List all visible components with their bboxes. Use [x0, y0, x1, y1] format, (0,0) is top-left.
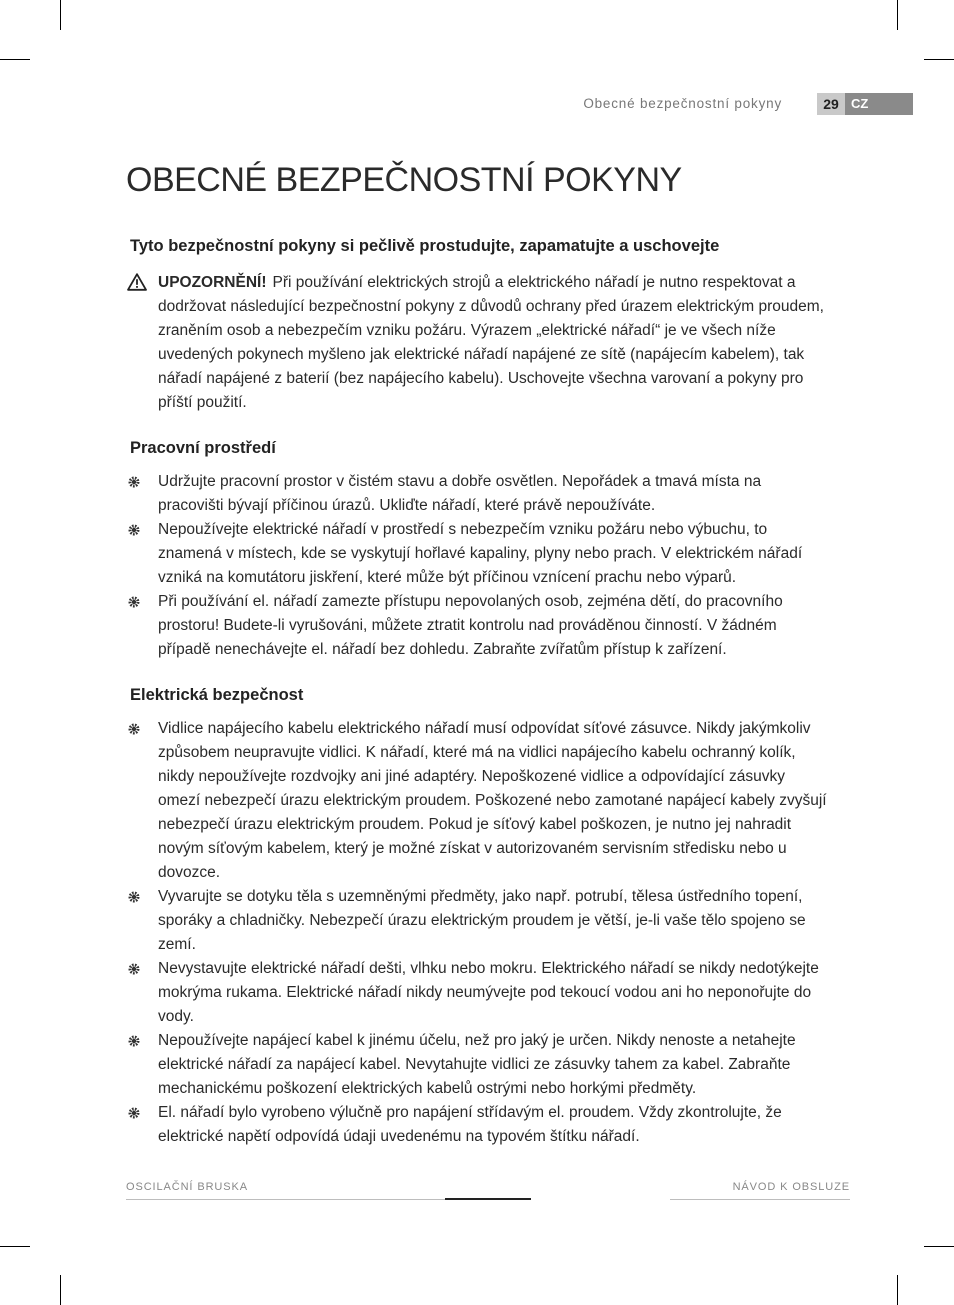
crop-mark — [0, 59, 30, 60]
page-content — [130, 237, 830, 1149]
crop-mark — [924, 1246, 954, 1247]
list-item-text: Nevystavujte elektrické nářadí dešti, vlhku nebo mokru. Elektrického nářadí se nikdy nedotýkejte mokrýma rukama. Elektrické nářadí nikdy neumývejte pod tekoucí vodou ani ho neponořujte do vody. — [158, 960, 819, 1025]
footer-divider-accent — [445, 1198, 531, 1200]
work-area-list — [130, 470, 830, 662]
warning-text: Při používání elektrických strojů a elektrického nářadí je nutno respektovat a dodržovat následující bezpečnostní pokyny z důvodů ochrany před úrazem elektrickým proudem, zraněním osob a nebezpečím vzniku požáru. Výrazem „elektrické nářadí“ je ve všech níže uvedených pokynech myšleno jak elektrické nářadí napájené ze sítě (napájecím kabelem), tak nářadí napájené z baterií (bez napájecího kabelu). Uschovejte všechna varovaní a pokyny pro příští použití. — [158, 274, 824, 411]
section-heading-electrical-safety: Elektrická bezpečnost — [130, 686, 304, 704]
page-title: OBECNÉ BEZPEČNOSTNÍ POKYNY — [126, 161, 682, 199]
gear-bullet-icon — [128, 524, 140, 536]
list-item — [130, 885, 830, 957]
gear-bullet-icon — [128, 963, 140, 975]
list-item — [130, 470, 830, 518]
crop-mark — [897, 1275, 898, 1305]
gear-bullet-icon — [128, 1035, 140, 1047]
crop-mark — [924, 59, 954, 60]
gear-bullet-icon — [128, 891, 140, 903]
footer-divider-gap — [531, 1198, 670, 1201]
list-item-text: Udržujte pracovní prostor v čistém stavu a dobře osvětlen. Nepořádek a tmavá místa na pracovišti bývají příčinou úrazů. Ukliďte nářadí, které právě nepoužíváte. — [158, 473, 762, 514]
crop-mark — [60, 1275, 61, 1305]
list-item-text: Při používání el. nářadí zamezte přístupu nepovolaných osob, zejména dětí, do pracovního prostoru! Budete-li vyrušováni, můžete ztratit kontrolu nad prováděnou činností. V žádném případě nenechávejte el. nářadí bez dohledu. Zabraňte zvířatům přístup k zařízení. — [158, 593, 783, 658]
gear-bullet-icon — [128, 1107, 140, 1119]
list-item — [130, 717, 830, 885]
gear-bullet-icon — [128, 723, 140, 735]
language-tag: CZ — [845, 93, 913, 115]
crop-mark — [60, 0, 61, 30]
gear-bullet-icon — [128, 476, 140, 488]
list-item-text: Vyvarujte se dotyku těla s uzemněnými předměty, jako např. potrubí, tělesa ústředního topení, sporáky a chladničky. Nebezpečí úrazu elektrickým proudem je větší, je-li vaše tělo spojeno se zemí. — [158, 888, 806, 953]
crop-mark — [897, 0, 898, 30]
warning-paragraph — [130, 271, 830, 415]
warning-label: UPOZORNĚNÍ! — [158, 274, 267, 291]
list-item-text: El. nářadí bylo vyrobeno výlučně pro napájení střídavým el. proudem. Vždy zkontrolujte, že elektrické napětí odpovídá údaji uvedenému na typovém štítku nářadí. — [158, 1104, 782, 1145]
list-item — [130, 590, 830, 662]
electrical-safety-list — [130, 717, 830, 1149]
running-head: Obecné bezpečnostní pokyny — [583, 96, 782, 111]
list-item — [130, 957, 830, 1029]
list-item-text: Nepoužívejte napájecí kabel k jinému účelu, než pro jaký je určen. Nikdy nenoste a netahejte elektrické nářadí za napájecí kabel. Nevytahujte vidlici ze zásuvky tahem za kabel. Zabraňte mechanickému poškození elektrických kabelů ostrými nebo horkými předměty. — [158, 1032, 796, 1097]
section-heading-work-area: Pracovní prostředí — [130, 439, 276, 457]
crop-mark — [0, 1246, 30, 1247]
page-number: 29 — [817, 93, 845, 115]
gear-bullet-icon — [128, 596, 140, 608]
list-item-text: Vidlice napájecího kabelu elektrického nářadí musí odpovídat síťové zásuvce. Nikdy jakýmkoliv způsobem neupravujte vidlici. K nářadí, které má na vidlici napájecího kabelu ochranný kolík, nikdy nepoužívejte rozdvojky ani jiné adaptéry. Nepoškozené vidlice a odpovídající zásuvky omezí nebezpečí úrazu elektrickým proudem. Poškozené nebo zamotané napájecí kabely zvyšují nebezpečí úrazu elektrickým proudem. Pokud je síťový kabel poškozen, je nutno jej nahradit novým síťovým kabelem, který je možné získat v autorizovaném servisním středisku nebo u dovozce. — [158, 720, 827, 881]
list-item — [130, 518, 830, 590]
footer-manual-label: NÁVOD K OBSLUZE — [732, 1181, 850, 1193]
footer-product-name: OSCILAČNÍ BRUSKA — [126, 1181, 248, 1193]
warning-triangle-icon — [127, 273, 147, 291]
list-item — [130, 1101, 830, 1149]
list-item-text: Nepoužívejte elektrické nářadí v prostředí s nebezpečím vzniku požáru nebo výbuchu, to znamená v místech, kde se vyskytují hořlavé kapaliny, plyny nebo prach. V elektrickém nářadí vzniká na komutátoru jiskření, které může být příčinou vznícení prachu nebo výparů. — [158, 521, 803, 586]
list-item — [130, 1029, 830, 1101]
intro-heading: Tyto bezpečnostní pokyny si pečlivě prostudujte, zapamatujte a uschovejte — [130, 237, 720, 255]
